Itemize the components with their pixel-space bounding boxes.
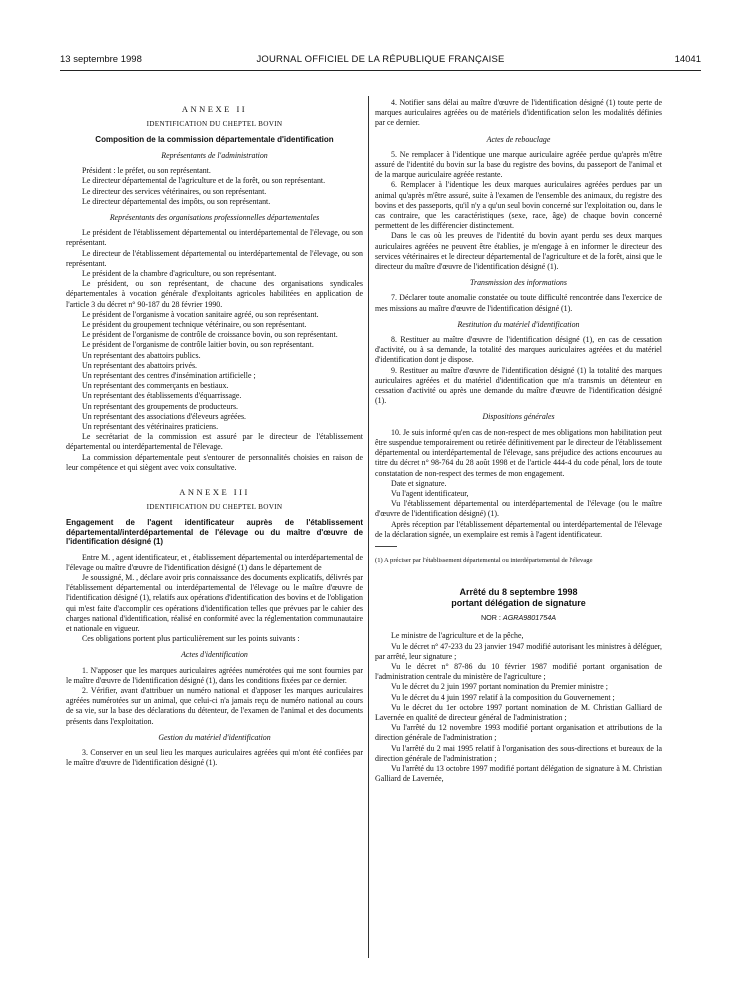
pro-members-list xyxy=(66,228,363,473)
engagement-paragraph: Entre M. , agent identificateur, et , établissement départemental ou interdépartemental de l'élevage ou maître d'œuvre de l'identification désigné (1) dans le département de xyxy=(66,552,363,572)
right-column xyxy=(375,98,662,784)
engagement-paragraphs xyxy=(66,553,363,645)
paragraph-4: 4. Notifier sans délai au maître d'œuvre de l'identification désigné (1) toute perte de marques auriculaires agréées ou de matériels d'identification selon les modalités définies par ce dernier. xyxy=(375,98,662,128)
annex-2-title: ANNEXE II xyxy=(181,104,248,114)
pro-member-line: Un représentant des abattoirs privés. xyxy=(82,360,198,370)
arrete-paragraph: Vu le décret n° 87-86 du 10 février 1987 modifié portant organisation de l'administration centrale du ministère de l'agriculture ; xyxy=(375,661,662,682)
pro-member-line: Le président, ou son représentant, de chacune des organisations syndicales départementales à vocation générale d'exploitants agricoles habilitées en application de l'article 3 du décret n° 90-187 du 28 février 1990. xyxy=(66,279,363,309)
arrete-title-line-2: portant délégation de signature xyxy=(451,597,586,608)
pros-section-title: Représentants des organisations professionnelles départementales xyxy=(109,212,320,222)
page-header xyxy=(60,54,701,71)
admin-section-title: Représentants de l'administration xyxy=(161,150,268,160)
actes-list xyxy=(66,666,363,727)
dispositions-paragraph: Vu l'établissement départemental ou interdépartemental de l'élevage (ou le maître d'œuvre de l'identification désigné) (1). xyxy=(375,499,662,519)
gestion-list xyxy=(66,748,363,768)
rebouclage-paragraph: Dans le cas où les preuves de l'identité du bovin ayant perdu ses deux marques auriculaires agréées ne peuvent être établies, je m'engage à en informer le directeur des services vétérinaires et le directeur départemental de l'agriculture et de la forêt, ainsi que le directeur du maître d'œuvre de l'identification désigné (1). xyxy=(375,231,662,272)
dispositions-paragraph: Date et signature. xyxy=(391,478,447,488)
arrete-paragraph: Le ministre de l'agriculture et de la pêche, xyxy=(391,631,524,641)
arrete-paragraph: Vu l'arrêté du 13 octobre 1997 modifié portant délégation de signature à M. Christian Galliard de Lavernée, xyxy=(375,763,662,784)
pro-member-line: Le président de la chambre d'agriculture, ou son représentant. xyxy=(82,268,277,278)
pro-member-line: Le président de l'organisme de contrôle de croissance bovin, ou son représentant. xyxy=(82,330,338,340)
pro-member-line: Un représentant des associations d'éleveurs agréées. xyxy=(82,411,246,421)
dispositions-paragraph: 10. Je suis informé qu'en cas de non-respect de mes obligations mon habilitation peut être suspendue temporairement ou retirée définitivement par le directeur de l'établissement départemental ou interdépartemental de l'élevage, sans préjudice des actions encourues au titre du décret n° 98-764 du 28 août 1998 et de l'article 444-4 du code pénal, lors de toute constatation de non-respect des termes de mon engagement. xyxy=(375,427,662,478)
nor-reference xyxy=(375,613,662,623)
footnote-rule xyxy=(375,546,397,547)
journal-title: JOURNAL OFFICIEL DE LA RÉPUBLIQUE FRANÇAISE xyxy=(256,54,505,65)
pro-member-line: Le président de l'établissement départemental ou interdépartemental de l'élevage, ou son représentant. xyxy=(66,228,363,248)
column-divider xyxy=(368,96,369,958)
gestion-paragraph: 3. Conserver en un seul lieu les marques auriculaires agréées qui m'ont été confiées par le maître d'œuvre de l'identification désigné (1). xyxy=(66,748,363,768)
dispositions-paragraph: Après réception par l'établissement départemental ou interdépartemental de l'élevage de la déclaration signée, un exemplaire est remis à l'agent identificateur. xyxy=(375,519,662,539)
restitution-paragraph: 8. Restituer au maître d'œuvre de l'identification désigné (1), en cas de cessation d'activité, ou à sa demande, la totalité des marques auriculaires agréées et du matériel d'identification dont je dispose. xyxy=(375,335,662,365)
engagement-paragraph: Je soussigné, M. , déclare avoir pris connaissance des documents explicatifs, délivrés par l'établissement départemental ou interdépartemental de l'élevage ou le maître d'œuvre de l'identification désigné (1), relatifs aux opérations d'identification des bovins et de l'obligation qui m'est faite d'accomplir ces opérations d'identification telles que prévues par le cahier des charges national d'identification, réalisé en conformité avec la réglementation communautaire et nationale en vigueur. xyxy=(66,573,363,634)
arrete-paragraph: Vu le décret n° 47-233 du 23 janvier 1947 modifié autorisant les ministres à déléguer, par arrêté, leur signature ; xyxy=(375,641,662,661)
transmission-section-title: Transmission des informations xyxy=(470,278,567,288)
header-date: 13 septembre 1998 xyxy=(60,54,142,65)
arrete-paragraph: Vu le décret du 1er octobre 1997 portant nomination de M. Christian Galliard de Lavernée en qualité de directeur général de l'administration ; xyxy=(375,702,662,722)
pro-member-line: Le président de l'organisme de contrôle laitier bovin, ou son représentant. xyxy=(82,340,314,350)
pro-member-line: Un représentant des vétérinaires praticiens. xyxy=(82,421,219,431)
annex-3-title: ANNEXE III xyxy=(179,487,250,497)
arrete-title xyxy=(375,587,662,608)
annex-2-subtitle: IDENTIFICATION DU CHEPTEL BOVIN xyxy=(146,120,283,129)
annex-3-heading: Engagement de l'agent identificateur auprès de l'établissement départemental/interdépartemental de l'élevage ou du maître d'œuvre de l'identification désigné (1) xyxy=(66,518,363,547)
transmission-list xyxy=(375,293,662,313)
acte-paragraph: 2. Vérifier, avant d'attribuer un numéro national et d'apposer les marques auriculaires agréées numérotées sur un animal, que celui-ci n'a jamais reçu de numéro national au cours de sa vie, sur la base des déclarations du détenteur, de l'examen de l'animal et des documents présents dans l'exploitation. xyxy=(66,686,363,726)
arrete-paragraph: Vu le décret du 4 juin 1997 relatif à la composition du Gouvernement ; xyxy=(391,692,615,702)
restitution-section-title: Restitution du matériel d'identification xyxy=(457,319,580,329)
arrete-paragraph: Vu le décret du 2 juin 1997 portant nomination du Premier ministre ; xyxy=(391,682,608,692)
annex-2-heading: Composition de la commission départementale d'identification xyxy=(95,135,334,145)
admin-member-line: Le directeur départemental des impôts, ou son représentant. xyxy=(82,196,271,206)
rebouclage-section-title: Actes de rebouclage xyxy=(486,134,551,144)
restitution-paragraph: 9. Restituer au maître d'œuvre de l'identification désigné (1) la totalité des marques auriculaires agréées et du matériel d'identification que m'a transmis un détenteur en cessation d'activité ou après une demande du maître d'œuvre de l'identification désigné (1). xyxy=(375,365,662,406)
gestion-section-title: Gestion du matériel d'identification xyxy=(158,732,271,742)
pro-member-line: Un représentant des établissements d'équarrissage. xyxy=(82,391,242,401)
actes-section-title: Actes d'identification xyxy=(181,650,248,660)
transmission-paragraph: 7. Déclarer toute anomalie constatée ou toute difficulté rencontrée dans l'exercice de mes missions au maître d'œuvre de l'identification désigné (1). xyxy=(375,293,662,313)
admin-member-line: Le directeur des services vétérinaires, ou son représentant. xyxy=(82,186,267,196)
pro-member-line: Le directeur de l'établissement départemental ou interdépartemental de l'élevage, ou son représentant. xyxy=(66,248,363,268)
nor-value: AGRA9801754A xyxy=(502,613,557,623)
pro-member-line: Un représentant des abattoirs publics. xyxy=(82,350,201,360)
pro-member-line: La commission départementale peut s'entourer de personnalités choisies en raison de leur compétence et qui siègent avec voix consultative. xyxy=(66,452,363,472)
rebouclage-paragraph: 5. Ne remplacer à l'identique une marque auriculaire agréée perdue qu'après m'être assuré de l'identité du bovin sur la base du registre des bovins, du passeport de l'animal et de la marque auriculaire agréée restante. xyxy=(375,149,662,180)
rebouclage-paragraph: 6. Remplacer à l'identique les deux marques auriculaires agréées perdues par un animal qu'après m'être assuré, suite à l'examen de l'ensemble des animaux, du registre des bovins et des passeports, qu'il n'y a qu'un seul bovin concerné sur l'exploitation ou, dans le cas contraire, que les caractéristiques (sexe, race, âge) de chaque bovin concerné permettent de les différencier distinctement. xyxy=(375,180,662,231)
pro-member-line: Le secrétariat de la commission est assuré par le directeur de l'établissement départemental ou interdépartemental de l'élevage. xyxy=(66,432,363,452)
pro-member-line: Le président du groupement technique vétérinaire, ou son représentant. xyxy=(82,319,307,329)
arrete-title-line-1: Arrêté du 8 septembre 1998 xyxy=(459,587,578,598)
page-number: 14041 xyxy=(674,54,701,65)
admin-members-list xyxy=(66,166,363,207)
arrete-paragraph: Vu l'arrêté du 2 mai 1995 relatif à l'organisation des sous-directions et bureaux de la direction générale de l'administration ; xyxy=(375,743,662,763)
pro-member-line: Le président de l'organisme à vocation sanitaire agréé, ou son représentant. xyxy=(82,309,319,319)
pro-member-line: Un représentant des commerçants en bestiaux. xyxy=(82,381,229,391)
admin-member-line: Le directeur départemental de l'agriculture et de la forêt, ou son représentant. xyxy=(82,176,326,186)
pro-member-line: Un représentant des centres d'insémination artificielle ; xyxy=(82,370,256,380)
engagement-paragraph: Ces obligations portent plus particulièrement sur les points suivants : xyxy=(82,634,300,644)
footnote: (1) A préciser par l'établissement départemental ou interdépartemental de l'élevage xyxy=(375,557,593,565)
admin-member-line: Président : le préfet, ou son représentant. xyxy=(82,166,211,176)
acte-paragraph: 1. N'apposer que les marques auriculaires agréées numérotées qui me sont fournies par le maître d'œuvre de l'identification désigné (1), dans les conditions fixées par ce dernier. xyxy=(66,665,363,685)
arrete-paragraphs xyxy=(375,631,662,784)
dispositions-section-title: Dispositions générales xyxy=(482,412,555,422)
pro-member-line: Un représentant des groupements de producteurs. xyxy=(82,401,239,411)
annex-3-subtitle: IDENTIFICATION DU CHEPTEL BOVIN xyxy=(146,503,283,512)
restitution-list xyxy=(375,335,662,406)
left-column xyxy=(66,98,363,768)
dispositions-list xyxy=(375,428,662,540)
rebouclage-list xyxy=(375,150,662,272)
arrete-paragraph: Vu l'arrêté du 12 novembre 1993 modifié portant organisation et attributions de la direction générale de l'administration ; xyxy=(375,723,662,743)
dispositions-paragraph: Vu l'agent identificateur, xyxy=(391,488,469,498)
nor-label: NOR : xyxy=(480,613,501,623)
